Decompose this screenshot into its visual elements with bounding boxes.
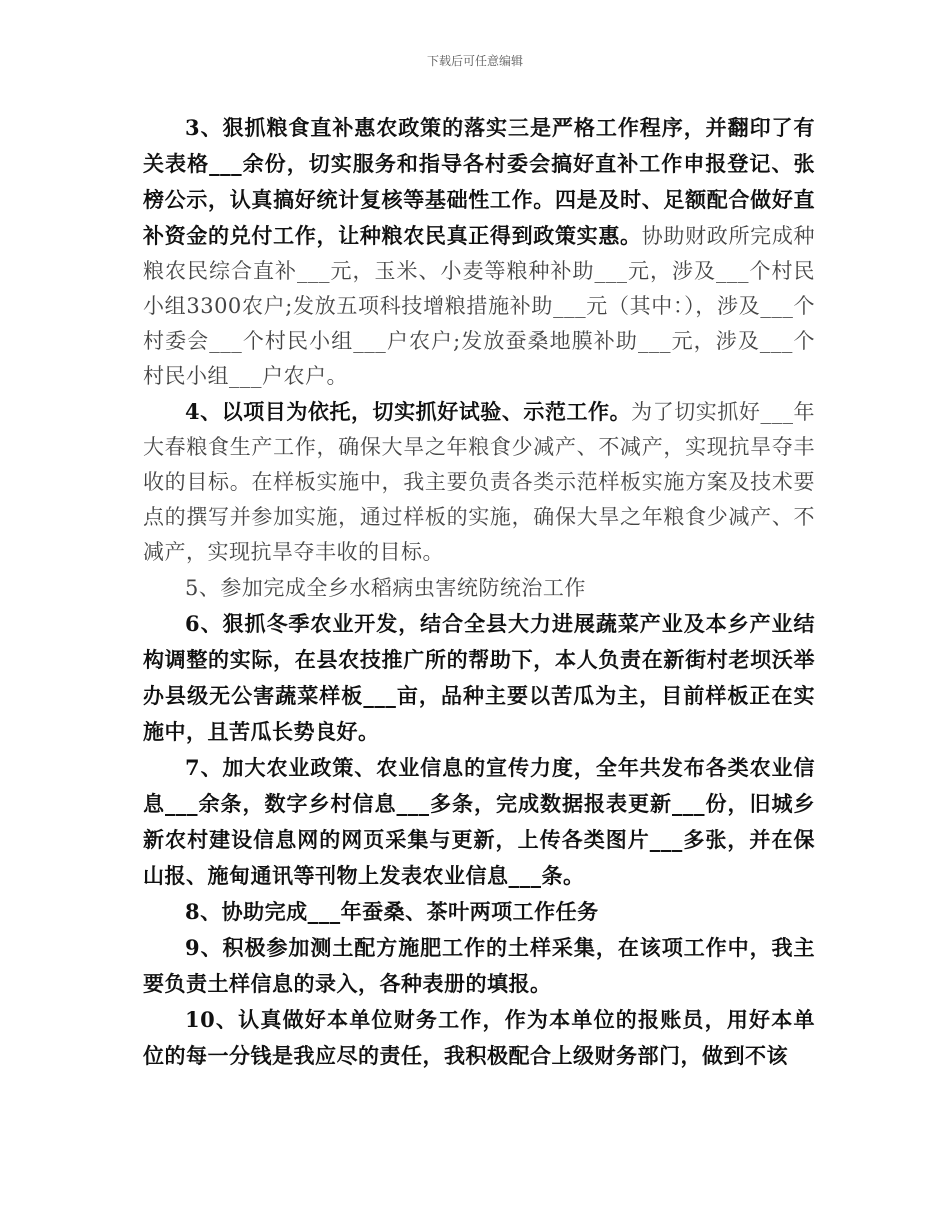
paragraph-4-bold: 4、以项目为依托，切实抓好试验、示范工作。 [185,399,632,424]
paragraph-5-light: 5、参加完成全乡水稻病虫害统防统治工作 [185,576,586,600]
paragraph-7 [143,750,815,894]
paragraph-4-light: 为了切实抓好___年大春粮食生产工作，确保大旱之年粮食少减产、不减产，实现抗旱夺丰收的目标。在样板实施中，我主要负责各类示范样板实施方案及技术要点的撰写并参加实施，通过样板的实施，确保大旱之年粮食少减产、不减产，实现抗旱夺丰收的目标。 [143,400,815,564]
paragraph-8 [143,894,815,930]
paragraph-3-light: 协助财政所完成种粮农民综合直补___元，玉米、小麦等粮种补助___元，涉及___个村民小组3300农户;发放五项科技增粮措施补助___元（其中：），涉及___个村委会___个村民小组___户农户;发放蚕桑地膜补助___元，涉及___个村民小组___户农户。 [143,224,816,388]
paragraph-5 [143,570,815,606]
page-header: 下载后可任意编辑 [426,54,523,68]
paragraph-10-bold: 10、认真做好本单位财务工作，作为本单位的报账员，用好本单位的每一分钱是我应尽的责任，我积极配合上级财务部门，做到不该 [143,1007,815,1068]
paragraph-8-bold: 8、协助完成___年蚕桑、茶叶两项工作任务 [185,899,599,924]
paragraph-6-bold: 6、狠抓冬季农业开发，结合全县大力进展蔬菜产业及本乡产业结构调整的实际，在县农技推广所的帮助下，本人负责在新街村老坝沃举办县级无公害蔬菜样板___亩，品种主要以苦瓜为主，目前样板正在实施中，且苦瓜长势良好。 [143,611,815,744]
paragraph-7-bold: 7、加大农业政策、农业信息的宣传力度，全年共发布各类农业信息___余条，数字乡村信息___多条，完成数据报表更新___份，旧城乡新农村建设信息网的网页采集与更新，上传各类图片___多张，并在保山报、施甸通讯等刊物上发表农业信息___条。 [143,755,815,888]
paragraph-6 [143,606,815,750]
paragraph-3 [143,110,815,394]
paragraph-3-bold: 3、狠抓粮食直补惠农政策的落实三是严格工作程序，并翻印了有关表格___余份，切实服务和指导各村委会搞好直补工作申报登记、张榜公示，认真搞好统计复核等基础性工作。四是及时、足额配合做好直补资金的兑付工作，让种粮农民真正得到政策实惠。 [143,115,815,248]
paragraph-9 [143,930,815,1002]
paragraph-9-bold: 9、积极参加测土配方施肥工作的土样采集，在该项工作中，我主要负责土样信息的录入，各种表册的填报。 [143,935,815,996]
document-body [143,110,815,1074]
paragraph-10 [143,1002,815,1074]
paragraph-4 [143,394,815,570]
